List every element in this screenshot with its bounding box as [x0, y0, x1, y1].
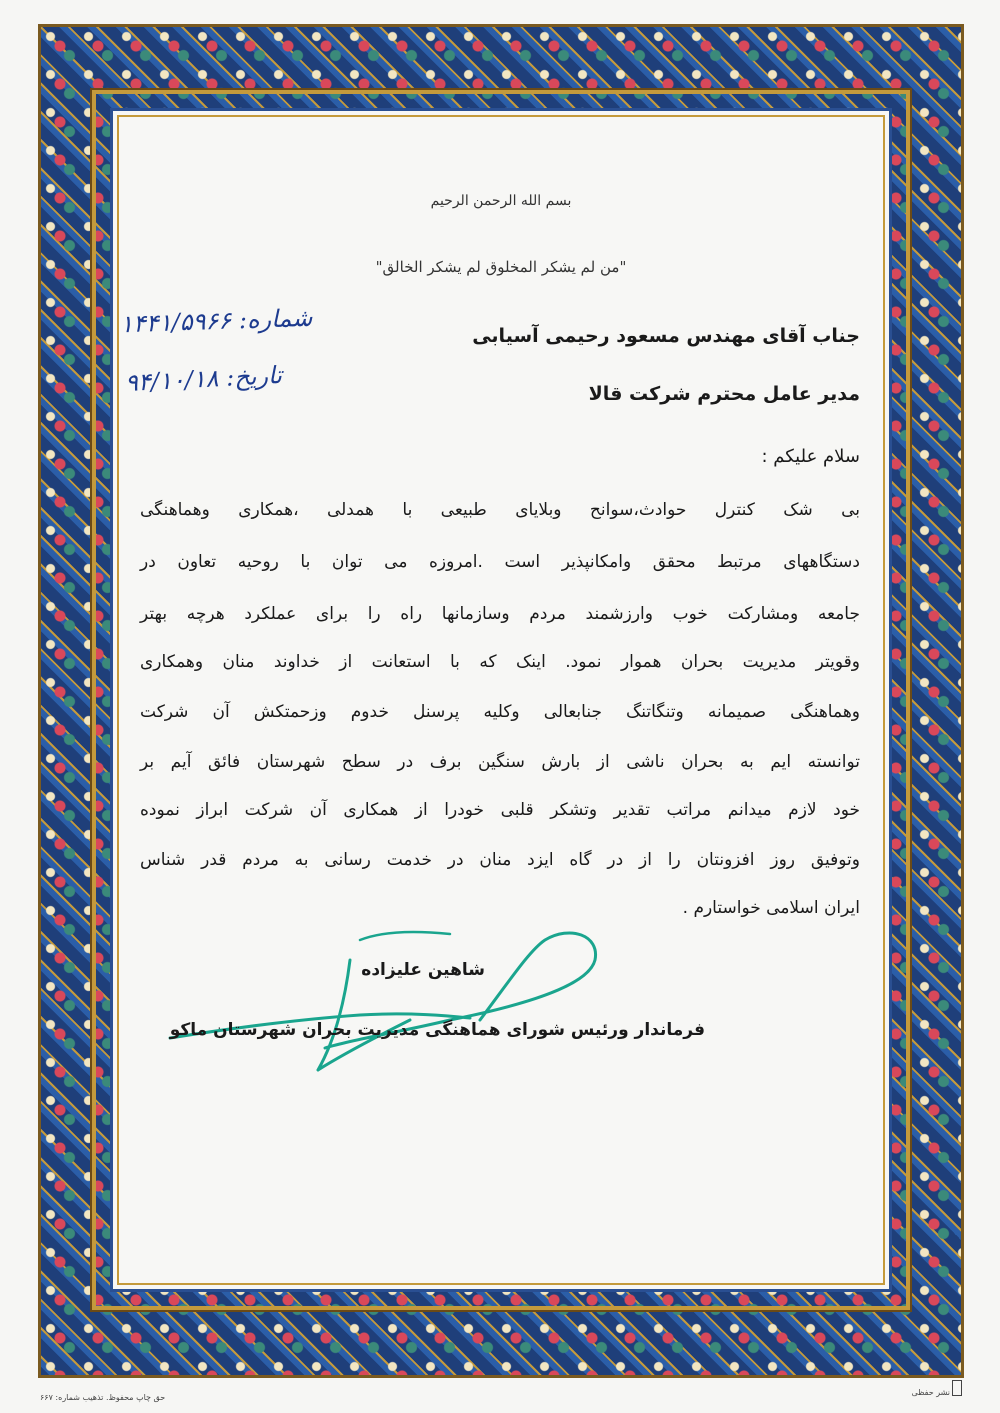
greeting: سلام علیکم :	[761, 446, 860, 467]
publisher-logo-icon	[952, 1380, 962, 1396]
quote-line: "من لم یشکر المخلوق لم یشکر الخالق"	[375, 258, 627, 276]
recipient-title: مدیر عامل محترم شرکت قالا	[588, 383, 860, 405]
body-line: بی شک کنترل حوادث،سوانح وبلایای طبیعی با همدلی ،همکاری وهماهنگی	[140, 500, 860, 520]
body-line: وهماهنگی صمیمانه وتنگاتنگ جنابعالی وکلیه پرسنل خدوم وزحمتکش آن شرکت	[140, 702, 860, 722]
copyright-footer: حق چاپ محفوظ. تذهیب شماره: ۶۶۷	[40, 1393, 166, 1402]
body-line: خود لازم میدانم مراتب تقدیر وتشکر قلبی خودرا از همکاری آن شرکت ابراز نموده	[140, 800, 860, 820]
signer-name: شاهین علیزاده	[361, 960, 485, 980]
body-line: دستگاههای مرتبط محقق وامکانپذیر است .امروزه می توان با روحیه تعاون در	[140, 552, 860, 572]
handwritten-letter-date: تاریخ: ۹۴/۱۰/۱۸	[124, 360, 283, 398]
body-line: وقویتر مدیریت بحران هموار نمود. اینک که با استعانت از خداوند منان وهمکاری	[140, 652, 860, 672]
signer-title: فرماندار ورئیس شورای هماهنگی مدیریت بحران شهرستان ماکو	[169, 1020, 705, 1040]
publisher-footer: نشر حفظی	[911, 1388, 950, 1397]
body-line: وتوفیق روز افزونتان را از در گاه ایزد منان در خدمت رسانی به مردم قدر شناس	[140, 850, 860, 870]
bismillah-heading: بسم الله الرحمن الرحیم	[430, 193, 572, 209]
handwritten-signature	[150, 920, 630, 1080]
handwritten-letter-number: شماره: ۱۴۴۱/۵۹۶۶	[119, 303, 313, 339]
recipient-name: جناب آقای مهندس مسعود رحیمی آسیابی	[472, 325, 860, 347]
body-line: توانسته ایم به بحران ناشی از بارش سنگین برف در سطح شهرستان فائق آیم بر	[140, 752, 860, 772]
body-line: جامعه ومشارکت خوب وارزشمند مردم وسازمانها راه را برای عملکرد هرچه بهتر	[140, 604, 860, 624]
letter-body-area	[110, 108, 892, 1292]
body-line: ایران اسلامی خواستارم .	[682, 898, 860, 918]
